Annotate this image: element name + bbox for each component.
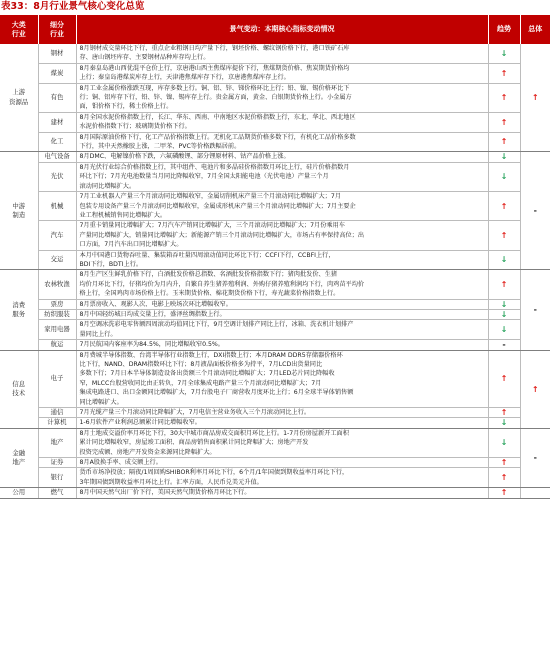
header-category: 细分 行业 — [38, 15, 76, 44]
description-line: 1-6月软件产业利润总额累计同比增幅收窄。 — [79, 419, 201, 427]
category-cell: 钢材 — [38, 44, 76, 63]
sector-cell-finance: 金融 地产 — [0, 428, 38, 487]
description-cell — [76, 428, 488, 457]
description-cell — [76, 488, 488, 498]
description-line: 8月工业金属价格涨跌互现，库存多数上行。铜、铝、锌、锑价格环比上行；铅、镍、锡价格环比下 — [79, 84, 350, 92]
overall-cell-info: ↑ — [520, 350, 550, 428]
description-cell — [76, 340, 488, 350]
category-cell: 证券 — [38, 458, 76, 468]
category-cell: 纺织服装 — [38, 309, 76, 319]
description-line: 包装专用设备产量三个月滚动同比增幅收窄，金属成形机床产量三个月滚动同比增幅扩大；7月主要企 — [79, 202, 356, 210]
description-line: 7月工业机器人产量三个月滚动同比增幅收窄，金属切削机床产量三个月滚动同比增幅扩大；7月 — [79, 193, 342, 201]
table-row — [0, 309, 550, 319]
description-cell — [76, 408, 488, 418]
table-row — [0, 488, 550, 498]
description-line: 本月中国港口货物吞吐量、集装箱吞吐量四周滚动值同比环比下行；CCFI下行，CCBFI上行， — [79, 251, 335, 259]
description-line: 窄，MLCC台股营收同比由正转负，7月全球集成电路产量三个月滚动同比增幅扩大；7月 — [79, 379, 322, 387]
table-row — [0, 428, 550, 457]
description-line: 环比下行；7月光电池数量当月同比降幅收窄，7月全国太阳能电池（光伏电池）产量三个月 — [79, 173, 329, 181]
category-cell: 农林牧渔 — [38, 270, 76, 299]
table-row — [0, 418, 550, 428]
description-cell — [76, 192, 488, 221]
table-row — [0, 44, 550, 63]
description-line: 货币市场净投放；隔夜/1周回购SHIBOR利率月环比下行，6个月/1年国债到期收益率月环比下行， — [79, 469, 349, 477]
category-cell: 建材 — [38, 112, 76, 132]
category-cell: 汽车 — [38, 221, 76, 250]
category-cell: 航运 — [38, 340, 76, 350]
description-cell — [76, 221, 488, 250]
trend-up-arrow-icon: ↑ — [488, 458, 520, 468]
trend-down-arrow-icon: ↓ — [488, 250, 520, 270]
description-line: 8月费城半导体指数、台湾半导体行业指数上行，DXI指数上行；本月DRAM DDR5存储器价格环 — [79, 351, 343, 359]
description-line: 投资完成额、房地产开发资金来源同比降幅扩大。 — [79, 448, 216, 456]
sector-cell-consumer: 消费 服务 — [0, 270, 38, 350]
category-cell: 机械 — [38, 192, 76, 221]
trend-down-arrow-icon: ↓ — [488, 299, 520, 309]
description-cell — [76, 112, 488, 132]
description-line: 集成电路进口、出口金额同比增幅扩大，7月台股电子厂商营收月度环比上行；6月全球半导体销售额 — [79, 389, 354, 397]
description-line: 均价月环比下行，仔猪均价为月内升，自繁自养生猪养殖利润、外购仔猪养殖利润均下行，肉鸡苗平均价 — [79, 280, 365, 288]
trend-flat-icon: - — [488, 340, 520, 350]
description-line: 8月秦皇岛港山西优混平仓价上行，京唐港山西主焦煤库提价下行，焦煤期货价格、焦炭期货价格均 — [79, 64, 350, 72]
table-row — [0, 221, 550, 250]
category-cell: 煤炭 — [38, 63, 76, 83]
table-row — [0, 162, 550, 191]
description-line: 8月DMC、电解镍价格下跌，六氟磷酸锂、部分锂原材料、钴产品价格上涨。 — [79, 153, 290, 161]
description-cell — [76, 250, 488, 270]
table-row — [0, 112, 550, 132]
table-row — [0, 320, 550, 340]
trend-up-arrow-icon: ↑ — [488, 192, 520, 221]
description-cell — [76, 44, 488, 63]
category-cell: 计算机 — [38, 418, 76, 428]
description-line: 行；铜、铝库存下行，铅、锌、镍、锡库存上行。贵金属方面，黄金、白银期货价格上行。小金属方 — [79, 94, 352, 102]
table-body — [0, 44, 550, 498]
category-cell: 电气设备 — [38, 152, 76, 162]
description-line: 7月重卡销量同比增幅扩大；7月汽车产销同比增幅扩大，三个月滚动同比增幅扩大；7月份乘用车 — [79, 222, 345, 230]
category-cell: 有色 — [38, 83, 76, 112]
sector-cell-utility: 公用 — [0, 488, 38, 498]
category-cell: 票房 — [38, 299, 76, 309]
industry-summary-table — [0, 15, 550, 499]
description-cell — [76, 299, 488, 309]
description-cell — [76, 270, 488, 299]
description-line: 格上行，全国鸡肉市场价格上行。玉米期货价格、棉花期货价格下行，寿光蔬菜价格指数上行。 — [79, 290, 340, 298]
description-line: 7月民航国内客座率为84.5%，同比增幅收窄0.5%。 — [79, 341, 224, 349]
trend-up-arrow-icon: ↑ — [488, 221, 520, 250]
table-row — [0, 408, 550, 418]
description-line: 8月光伏行业综合价格指数上行，其中组件、电池片和多晶硅价格指数月环比上行，硅片价格指数月 — [79, 163, 350, 171]
description-line: 水泥价格指数下行；玻璃期货价格下行。 — [79, 123, 191, 131]
table-row — [0, 340, 550, 350]
trend-up-arrow-icon: ↑ — [488, 468, 520, 488]
trend-up-arrow-icon: ↑ — [488, 83, 520, 112]
table-row — [0, 299, 550, 309]
trend-down-arrow-icon: ↓ — [488, 418, 520, 428]
description-line: 7月光缆产量三个月滚动同比降幅扩大，7月电信主营业务收入三个月滚动同比上行。 — [79, 409, 311, 417]
overall-cell-consumer: - — [520, 270, 550, 350]
header-description: 景气变动：本期核心指标变动情况 — [76, 15, 488, 44]
overall-cell-upstream: ↑ — [520, 44, 550, 152]
trend-up-arrow-icon: ↑ — [488, 132, 520, 152]
overall-cell-midstream: - — [520, 152, 550, 270]
category-cell: 燃气 — [38, 488, 76, 498]
description-line: 8月A股换手率、成交额上行。 — [79, 459, 162, 467]
description-line: 同比增幅扩大。 — [79, 398, 123, 406]
header-trend: 趋势 — [488, 15, 520, 44]
description-cell — [76, 132, 488, 152]
description-line: 8月土地成交溢价率月环比下行，30大中城市商品房成交面积月环比上行。1-7月份房屋新开工面积 — [79, 429, 349, 437]
description-line: 8月全国水泥价格指数上行，长江、华东、西南、中南地区水泥价格指数上行，东北、华北、西北地区 — [79, 113, 356, 121]
description-line: 下行，其中天然橡胶上涨，二甲苯、PVC等价格跌幅居前。 — [79, 143, 241, 151]
trend-up-arrow-icon: ↑ — [488, 408, 520, 418]
category-cell: 电子 — [38, 350, 76, 407]
description-line: 8月中国轻纺城日均成交量上行，盛泽丝绸指数上行。 — [79, 310, 226, 318]
description-line: 3年期国债到期收益率月环比上行。汇率方面，人民币兑美元升值。 — [79, 478, 263, 486]
description-line: BDI下行，BDTI上行。 — [79, 260, 143, 268]
description-line: 累计同比增幅收窄，房屋竣工面积、商品房销售面积累计同比降幅扩大；房地产开发 — [79, 439, 309, 447]
description-line: 比下行，NAND、DRAM指数环比下行；8月液晶面板价格多为持平，7月LCD出货量同比 — [79, 361, 323, 368]
description-cell — [76, 458, 488, 468]
trend-down-arrow-icon: ↓ — [488, 428, 520, 457]
sector-cell-midstream: 中游 制造 — [0, 152, 38, 270]
description-cell — [76, 320, 488, 340]
description-cell — [76, 468, 488, 488]
description-line: 产量同比增幅扩大，销量同比增幅扩大；新能源产销三个月滚动同比增幅扩大，市场占有率保持高位；出 — [79, 231, 365, 239]
overall-cell-utility — [520, 488, 550, 498]
trend-down-arrow-icon: ↓ — [488, 320, 520, 340]
description-line: 8月中国天然气出厂价下行，美国天然气期货价格月环比下行。 — [79, 489, 251, 497]
category-cell: 化工 — [38, 132, 76, 152]
trend-down-arrow-icon: ↓ — [488, 162, 520, 191]
sector-cell-upstream: 上游 资源品 — [0, 44, 38, 152]
table-row — [0, 83, 550, 112]
trend-down-arrow-icon: ↓ — [488, 44, 520, 63]
table-row — [0, 468, 550, 488]
description-cell — [76, 63, 488, 83]
category-cell: 银行 — [38, 468, 76, 488]
page-title: 表33：8月行业景气核心变化总览 — [1, 1, 145, 12]
trend-up-arrow-icon: ↑ — [488, 488, 520, 498]
table-row — [0, 192, 550, 221]
table-row — [0, 250, 550, 270]
description-cell — [76, 83, 488, 112]
trend-down-arrow-icon: ↓ — [488, 152, 520, 162]
description-line: 8月钢材成交量环比下行，重点企业粗钢日均产量下行，钢坯价格、螺纹钢价格下行，港口铁矿石库 — [79, 45, 350, 52]
table-row — [0, 63, 550, 83]
trend-up-arrow-icon: ↑ — [488, 270, 520, 299]
table-row — [0, 132, 550, 152]
description-line: 上行；秦皇岛港煤炭库存上行，天津港焦煤库存下行，京唐港焦煤库存上行。 — [79, 74, 290, 82]
header-sector: 大类 行业 — [0, 15, 38, 44]
description-cell — [76, 152, 488, 162]
table-row — [0, 270, 550, 299]
description-line: 8月生产区生鲜乳价格下行，白酒批发价格总指数、名酒批发价格指数下行；猪肉批发价、生猪 — [79, 271, 338, 279]
trend-down-arrow-icon: ↓ — [488, 309, 520, 319]
description-line: 业工程机械销售同比增幅扩大。 — [79, 211, 167, 219]
trend-up-arrow-icon: ↑ — [488, 112, 520, 132]
header-overall: 总体 — [520, 15, 550, 44]
table-row — [0, 152, 550, 162]
overall-cell-finance: - — [520, 428, 550, 487]
sector-cell-info: 信息 技术 — [0, 350, 38, 428]
description-line: 8月国际原油价格下行，化工产品价格指数上行。无机化工品期货价格多数下行，有机化工品价格多数 — [79, 133, 356, 141]
trend-up-arrow-icon: ↑ — [488, 350, 520, 407]
description-line: 面，钼价格下行，稀土价格上行。 — [79, 103, 173, 111]
category-cell: 通信 — [38, 408, 76, 418]
trend-up-arrow-icon: ↑ — [488, 63, 520, 83]
table-row — [0, 350, 550, 407]
description-cell — [76, 162, 488, 191]
table-row — [0, 458, 550, 468]
category-cell: 光伏 — [38, 162, 76, 191]
category-cell: 交运 — [38, 250, 76, 270]
description-line: 口方面，7月汽车出口同比增幅扩大。 — [79, 241, 183, 249]
table-header-row — [0, 15, 550, 44]
description-line: 存、唐山钢坯库存、主要钢材品种库存均上行。 — [79, 54, 210, 62]
description-line: 8月票房收入、观影人次、电影上映场次环比增幅收窄。 — [79, 300, 232, 308]
category-cell: 地产 — [38, 428, 76, 457]
description-line: 多数下行；7月日本半导体制造设备出货额三个月滚动同比增幅扩大；7月LED芯片同比降幅收 — [79, 370, 335, 378]
description-cell — [76, 350, 488, 407]
description-line: 量同比上行。 — [79, 330, 117, 338]
description-line: 滚动同比增幅扩大。 — [79, 182, 136, 190]
description-cell — [76, 418, 488, 428]
description-cell — [76, 309, 488, 319]
category-cell: 家用电器 — [38, 320, 76, 340]
description-line: 8月空调冰洗彩电零售额四周滚动均值同比下行，9月空调计划排产同比上行，冰箱、洗衣机计划排产 — [79, 321, 354, 329]
